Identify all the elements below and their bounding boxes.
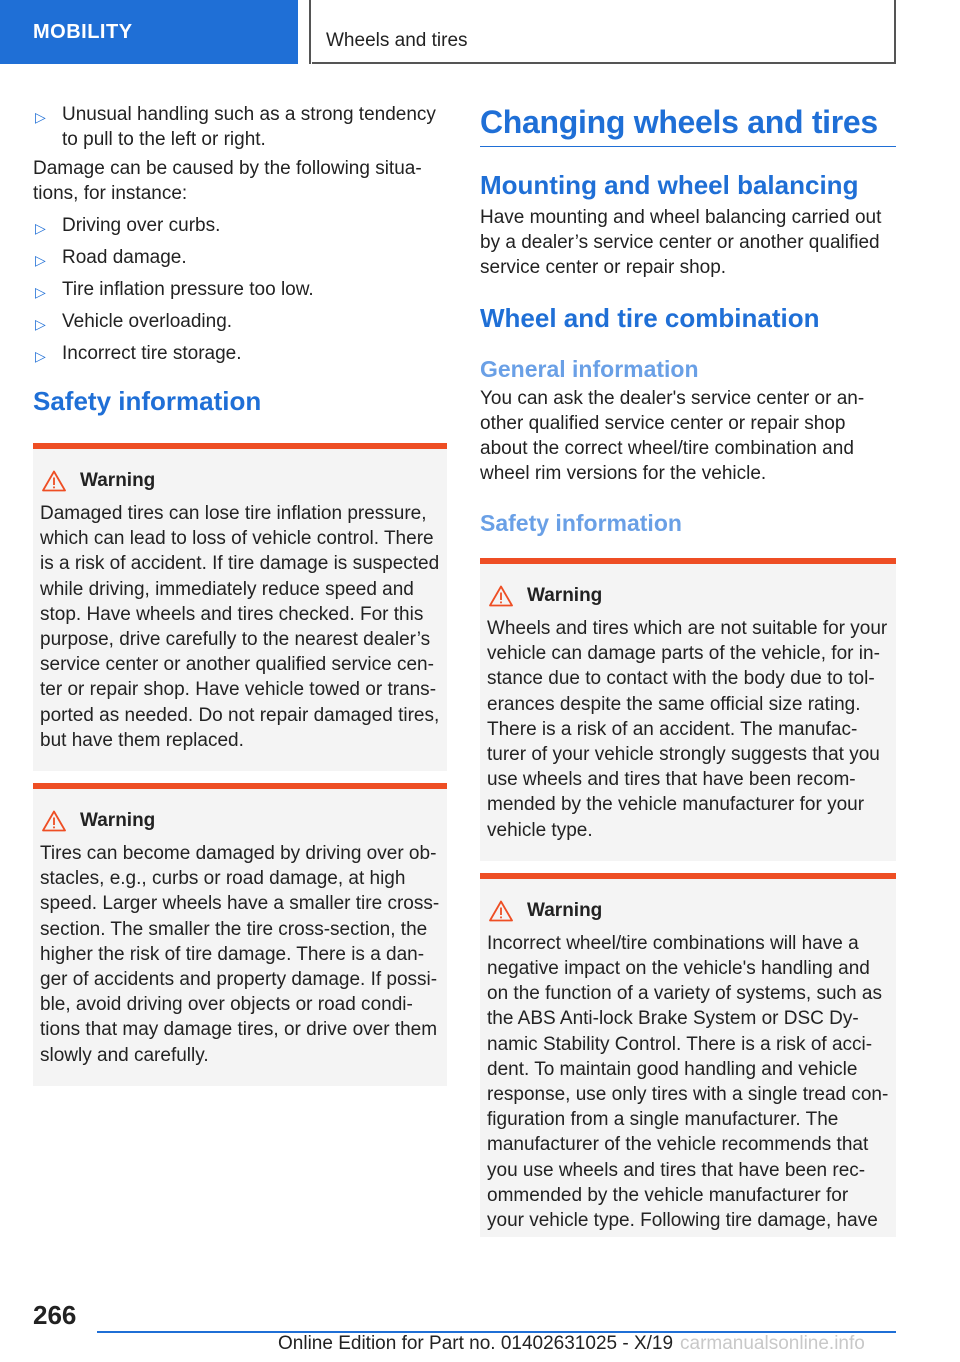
chapter-header	[312, 0, 896, 64]
triangle-right-icon: ▷	[35, 284, 46, 300]
warning-title: Warning	[80, 810, 156, 832]
warning-triangle-icon	[489, 585, 513, 607]
edition-note: Online Edition for Part no. 01402631025 - X/19	[278, 1333, 674, 1354]
warning-title: Warning	[527, 585, 603, 606]
general-info-heading: General information	[480, 356, 699, 382]
section-label: MOBILITY	[33, 21, 133, 43]
mounting-heading: Mounting and wheel balancing	[480, 170, 859, 200]
warning-triangle-icon	[42, 470, 66, 492]
combination-heading: Wheel and tire combination	[480, 303, 820, 333]
header-divider	[309, 0, 311, 64]
triangle-right-icon: ▷	[35, 316, 46, 332]
list-item: ▷ Incorrect tire storage.	[33, 341, 447, 366]
watermark: carmanualsonline.info	[680, 1333, 865, 1354]
warning-title: Warning	[80, 470, 156, 491]
page-number: 266	[33, 1300, 77, 1330]
triangle-right-icon: ▷	[35, 348, 46, 364]
damage-intro: Damage can be caused by the following situations, for instance:	[33, 158, 422, 204]
damage-causes-list	[33, 213, 447, 366]
section-tab	[0, 0, 298, 64]
list-item: ▷ Driving over curbs.	[33, 213, 447, 238]
warning-text: Tires can become damaged by driving over obstacles, e.g., curbs or road damage, at high speed. Larger wheels have a smaller tire cross-section. The smaller the tire cross-section, the higher the risk of tire damage. There is a danger of accidents and property damage. If possible, avoid driving over objects or road conditions that may damage tires, or drive over them slowly and carefully.	[40, 843, 440, 1066]
right-column	[480, 102, 896, 1237]
warning-box-tire-damage	[33, 443, 447, 771]
warning-box-incorrect-combination	[480, 873, 896, 1237]
warning-triangle-icon	[489, 900, 513, 922]
general-info-text: You can ask the dealer's service center or another qualified service center or repair shop about the correct wheel/tire combination and wheel rim versions for the vehicle.	[480, 388, 865, 484]
list-item: ▷ Unusual handling such as a strong tendency to pull to the left or right.	[35, 104, 436, 150]
warning-text: Damaged tires can lose tire inflation pressure, which can lead to loss of vehicle control. There is a risk of accident. If tire damage is suspected while driving, immediately reduce speed and stop. Have wheels and tires checked. For this purpose, drive carefully to the nearest dealer’s service center or another qualified service center or repair shop. Have vehicle towed or transported as needed. Do not repair damaged tires, but have them replaced.	[40, 503, 440, 751]
triangle-right-icon: ▷	[35, 220, 46, 236]
warning-box-unsuitable-wheels	[480, 558, 896, 861]
list-item: ▷ Vehicle overloading.	[33, 309, 447, 334]
warning-triangle-icon	[42, 810, 66, 832]
list-item: ▷ Tire inflation pressure too low.	[33, 277, 447, 302]
left-column	[33, 102, 447, 1086]
list-item: ▷ Road damage.	[33, 245, 447, 270]
chapter-label: Wheels and tires	[326, 30, 468, 51]
continued-bullet-list	[33, 102, 447, 152]
warning-text: Incorrect wheel/tire combinations will have a negative impact on the vehicle's handling and on the function of a variety of systems, such as the ABS Anti-lock Brake System or DSC Dynamic Stability Control. There is a risk of accident. To maintain good handling and vehicle response, use only tires with a single tread configuration from a single manufacturer. The manufacturer of the vehicle recommends that you use wheels and tires that have been recommended by the vehicle manufacturer for your vehicle type. Following tire damage, have	[487, 932, 889, 1232]
safety-heading-right: Safety information	[480, 510, 682, 536]
triangle-right-icon: ▷	[35, 252, 46, 268]
warning-text: Wheels and tires which are not suitable for your vehicle can damage parts of the vehicle, for instance due to contact with the body due to tolerances despite the same official size rating. There is a risk of an accident. The manufacturer of your vehicle strongly suggests that you use wheels and tires that have been recommended by the vehicle manufacturer for your vehicle type.	[487, 618, 888, 841]
warning-box-obstacles	[33, 783, 447, 1086]
mounting-text: Have mounting and wheel balancing carried out by a dealer’s service center or another qualified service center or repair shop.	[480, 207, 882, 278]
warning-title: Warning	[527, 899, 603, 921]
triangle-right-icon: ▷	[35, 109, 46, 125]
page-title: Changing wheels and tires	[480, 102, 896, 147]
safety-heading-left: Safety information	[33, 386, 262, 416]
